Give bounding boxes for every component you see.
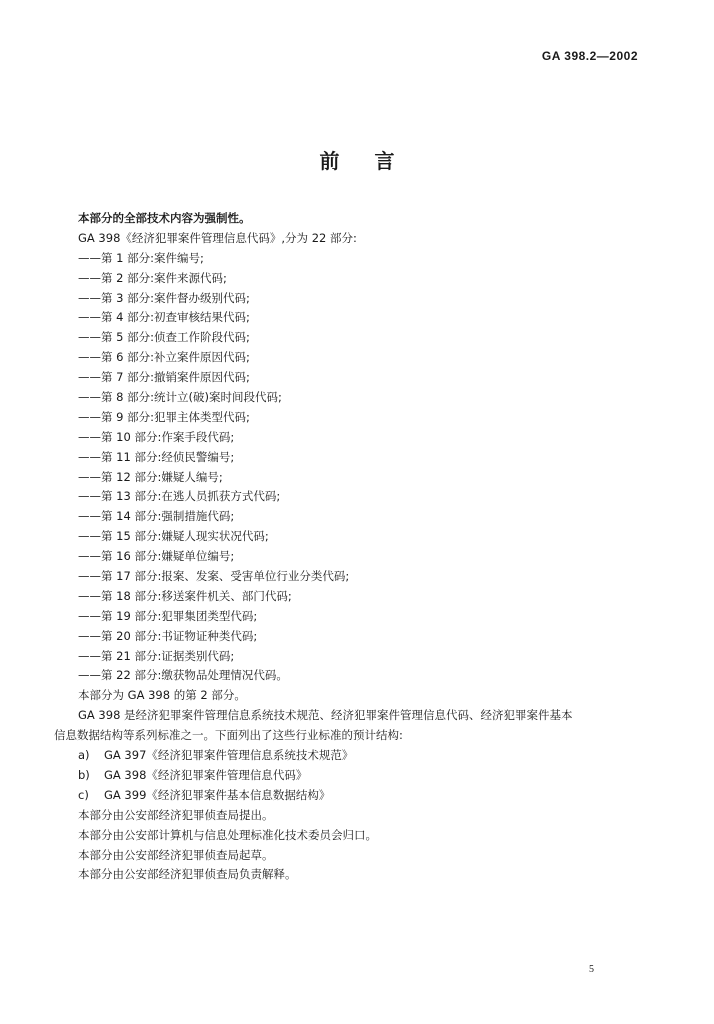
- standards-list: [54, 746, 654, 806]
- part-item: ——第 7 部分:撤销案件原因代码;: [78, 370, 250, 385]
- drafted-by-statement: 本部分由公安部经济犯罪侦查局起草。: [78, 847, 274, 862]
- part-item: ——第 5 部分:侦查工作阶段代码;: [78, 330, 250, 345]
- centralized-by-statement: 本部分由公安部计算机与信息处理标准化技术委员会归口。: [78, 827, 377, 842]
- part-item: ——第 3 部分:案件督办级别代码;: [78, 290, 250, 305]
- list-marker: a): [78, 748, 90, 763]
- part-item: ——第 6 部分:补立案件原因代码;: [78, 350, 250, 365]
- parts-list: [54, 249, 654, 687]
- list-text: GA 399《经济犯罪案件基本信息数据结构》: [104, 787, 331, 802]
- structure-paragraph-line-2: 信息数据结构等系列标准之一。下面列出了这些行业标准的预计结构:: [54, 728, 403, 743]
- list-item: [54, 746, 654, 766]
- part-item: ——第 9 部分:犯罪主体类型代码;: [78, 409, 250, 424]
- part-item: ——第 17 部分:报案、发案、受害单位行业分类代码;: [78, 569, 350, 584]
- part-item: ——第 15 部分:嫌疑人现实状况代码;: [78, 529, 269, 544]
- this-part-statement: 本部分为 GA 398 的第 2 部分。: [78, 688, 246, 703]
- standard-code: GA 398.2—2002: [541, 49, 638, 63]
- structure-paragraph-line-1: GA 398 是经济犯罪案件管理信息系统技术规范、经济犯罪案件管理信息代码、经济犯罪案件基本: [78, 708, 573, 723]
- intro-line: GA 398《经济犯罪案件管理信息代码》,分为 22 部分:: [78, 230, 357, 245]
- part-item: ——第 14 部分:强制措施代码;: [78, 509, 235, 524]
- part-item: ——第 20 部分:书证物证种类代码;: [78, 628, 258, 643]
- part-item: ——第 10 部分:作案手段代码;: [78, 429, 235, 444]
- list-marker: c): [78, 787, 89, 802]
- list-text: GA 397《经济犯罪案件管理信息系统技术规范》: [104, 748, 354, 763]
- list-item: [54, 766, 654, 786]
- part-item: ——第 1 部分:案件编号;: [78, 250, 204, 265]
- part-item: ——第 22 部分:缴获物品处理情况代码。: [78, 668, 288, 683]
- part-item: ——第 16 部分:嫌疑单位编号;: [78, 549, 235, 564]
- mandatory-statement: 本部分的全部技术内容为强制性。: [78, 211, 251, 225]
- page-title: [0, 145, 714, 174]
- list-marker: b): [78, 767, 90, 782]
- part-item: ——第 18 部分:移送案件机关、部门代码;: [78, 588, 292, 603]
- page-number: 5: [589, 964, 594, 975]
- title-char-2: 言: [374, 149, 395, 173]
- part-item: ——第 21 部分:证据类别代码;: [78, 648, 235, 663]
- list-text: GA 398《经济犯罪案件管理信息代码》: [104, 767, 308, 782]
- part-item: ——第 8 部分:统计立(破)案时间段代码;: [78, 390, 282, 405]
- part-item: ——第 11 部分:经侦民警编号;: [78, 449, 235, 464]
- part-item: ——第 13 部分:在逃人员抓获方式代码;: [78, 489, 281, 504]
- foreword-body: [54, 209, 654, 885]
- interpreted-by-statement: 本部分由公安部经济犯罪侦查局负责解释。: [78, 867, 297, 882]
- title-char-1: 前: [319, 149, 340, 173]
- part-item: ——第 4 部分:初查审核结果代码;: [78, 310, 250, 325]
- part-item: ——第 12 部分:嫌疑人编号;: [78, 469, 223, 484]
- part-item: ——第 2 部分:案件来源代码;: [78, 270, 227, 285]
- proposed-by-statement: 本部分由公安部经济犯罪侦查局提出。: [78, 807, 274, 822]
- list-item: [54, 786, 654, 806]
- part-item: ——第 19 部分:犯罪集团类型代码;: [78, 608, 258, 623]
